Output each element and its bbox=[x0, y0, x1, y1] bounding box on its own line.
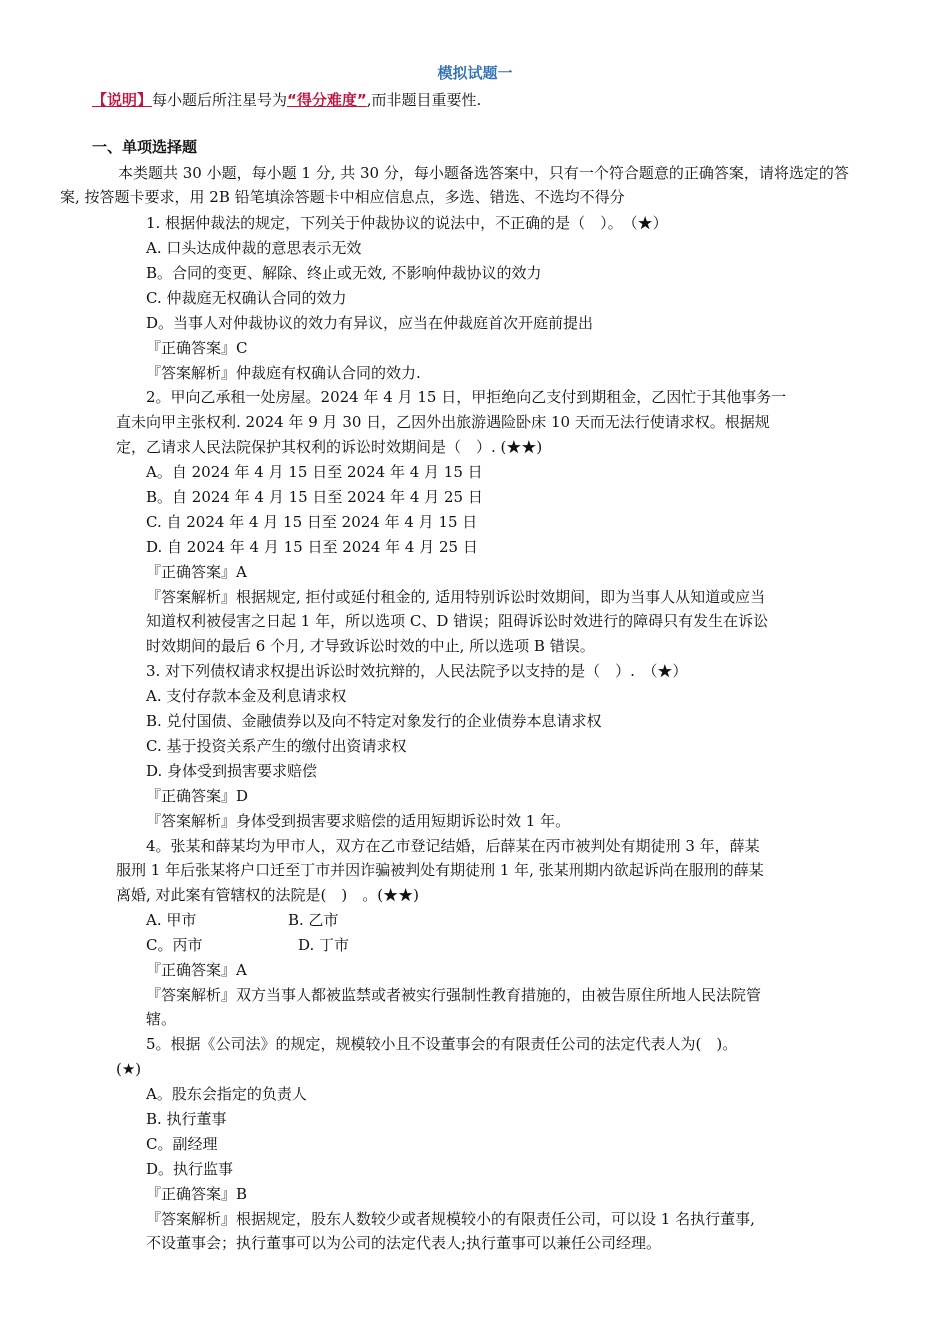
q2-stem-2: 直未向甲主张权利. 2024 年 9 月 30 日，乙因外出旅游遇险卧床 10 天而无法行使请求权。根据规 bbox=[116, 413, 770, 431]
q2-stem-3: 定，乙请求人民法院保护其权利的诉讼时效期间是（ ）. (★★) bbox=[116, 438, 543, 456]
q1-option-c: C. 仲裁庭无权确认合同的效力 bbox=[146, 289, 347, 307]
q4-option-b: B. 乙市 bbox=[288, 911, 339, 929]
intro-line-2: 案, 按答题卡要求，用 2B 铅笔填涂答题卡中相应信息点，多选、错选、不选均不得分 bbox=[60, 188, 625, 206]
note-line bbox=[92, 89, 481, 111]
note-emphasis: “得分难度” bbox=[287, 91, 367, 109]
q5-stem-2: (★) bbox=[116, 1060, 142, 1078]
q5-option-d: D。执行监事 bbox=[146, 1160, 234, 1178]
q5-option-a: A。股东会指定的负责人 bbox=[146, 1085, 307, 1103]
q4-analysis-2: 辖。 bbox=[146, 1010, 177, 1028]
q2-answer: 『正确答案』A bbox=[146, 563, 247, 581]
q4-stem-1: 4。张某和薛某均为甲市人，双方在乙市登记结婚，后薛某在丙市被判处有期徒刑 3 年，薛某 bbox=[146, 837, 760, 855]
q4-analysis-1: 『答案解析』双方当事人都被监禁或者被实行强制性教育措施的，由被告原住所地人民法院管 bbox=[146, 986, 762, 1004]
q2-option-a: A。自 2024 年 4 月 15 日至 2024 年 4 月 15 日 bbox=[146, 463, 483, 481]
q5-option-b: B. 执行董事 bbox=[146, 1110, 227, 1128]
q1-option-d: D。当事人对仲裁协议的效力有异议，应当在仲裁庭首次开庭前提出 bbox=[146, 314, 594, 332]
q1-stem: 1. 根据仲裁法的规定，下列关于仲裁协议的说法中，不正确的是（ ）。 （★） bbox=[146, 214, 668, 232]
q5-analysis-1: 『答案解析』根据规定，股东人数较少或者规模较小的有限责任公司，可以设 1 名执行董事, bbox=[146, 1210, 755, 1228]
note-text-2: ,而非题目重要性. bbox=[366, 91, 482, 109]
q3-answer: 『正确答案』D bbox=[146, 787, 249, 805]
section-title: 一、单项选择题 bbox=[92, 138, 198, 156]
note-text-1: 每小题后所注星号为 bbox=[152, 91, 288, 109]
q3-analysis: 『答案解析』身体受到损害要求赔偿的适用短期诉讼时效 1 年。 bbox=[146, 812, 571, 830]
q4-stem-3: 离婚, 对此案有管辖权的法院是( ) 。(★★) bbox=[116, 886, 419, 904]
note-label: 【说明】 bbox=[92, 91, 153, 109]
q2-stem-1: 2。甲向乙承租一处房屋。2024 年 4 月 15 日，甲拒绝向乙支付到期租金，乙因忙于其他事务一 bbox=[146, 388, 787, 406]
q4-option-d: D. 丁市 bbox=[298, 936, 350, 954]
q2-analysis-1: 『答案解析』根据规定, 拒付或延付租金的, 适用特别诉讼时效期间，即为当事人从知道或应当 bbox=[146, 588, 766, 606]
q3-option-a: A. 支付存款本金及利息请求权 bbox=[146, 687, 347, 705]
q2-option-c: C. 自 2024 年 4 月 15 日至 2024 年 4 月 15 日 bbox=[146, 513, 478, 531]
q5-answer: 『正确答案』B bbox=[146, 1185, 248, 1203]
q3-stem: 3. 对下列债权请求权提出诉讼时效抗辩的，人民法院予以支持的是（ ）. （★） bbox=[146, 662, 688, 680]
q2-option-b: B。自 2024 年 4 月 15 日至 2024 年 4 月 25 日 bbox=[146, 488, 483, 506]
q2-analysis-2: 知道权利被侵害之日起 1 年，所以选项 C、D 错误；阻碍诉讼时效进行的障碍只有发生在诉讼 bbox=[146, 612, 769, 630]
q1-option-b: B。合同的变更、解除、终止或无效, 不影响仲裁协议的效力 bbox=[146, 264, 542, 282]
q3-option-b: B. 兑付国债、金融债券以及向不特定对象发行的企业债券本息请求权 bbox=[146, 712, 602, 730]
q4-option-a: A. 甲市 bbox=[146, 911, 197, 929]
q1-analysis: 『答案解析』仲裁庭有权确认合同的效力. bbox=[146, 364, 421, 382]
q3-option-d: D. 身体受到损害要求赔偿 bbox=[146, 762, 318, 780]
q3-option-c: C. 基于投资关系产生的缴付出资请求权 bbox=[146, 737, 407, 755]
q5-stem-1: 5。根据《公司法》的规定，规模较小且不设董事会的有限责任公司的法定代表人为( )。 bbox=[146, 1035, 738, 1053]
q5-analysis-2: 不设董事会；执行董事可以为公司的法定代表人;执行董事可以兼任公司经理。 bbox=[146, 1234, 662, 1252]
q4-stem-2: 服刑 1 年后张某将户口迁至丁市并因诈骗被判处有期徒刑 1 年, 张某刑期内欲起诉尚在服刑的薛某 bbox=[116, 861, 764, 879]
q4-answer: 『正确答案』A bbox=[146, 961, 247, 979]
intro-line-1: 本类题共 30 小题，每小题 1 分, 共 30 分，每小题备选答案中，只有一个符合题意的正确答案，请将选定的答 bbox=[118, 164, 849, 182]
q4-option-c: C。丙市 bbox=[146, 936, 203, 954]
q2-analysis-3: 时效期间的最后 6 个月, 才导致诉讼时效的中止, 所以选项 B 错误。 bbox=[146, 637, 595, 655]
q1-answer: 『正确答案』C bbox=[146, 339, 248, 357]
q1-option-a: A. 口头达成仲裁的意思表示无效 bbox=[146, 239, 362, 257]
page-title: 模拟试题一 bbox=[437, 64, 513, 82]
q2-option-d: D. 自 2024 年 4 月 15 日至 2024 年 4 月 25 日 bbox=[146, 538, 478, 556]
q5-option-c: C。副经理 bbox=[146, 1135, 218, 1153]
